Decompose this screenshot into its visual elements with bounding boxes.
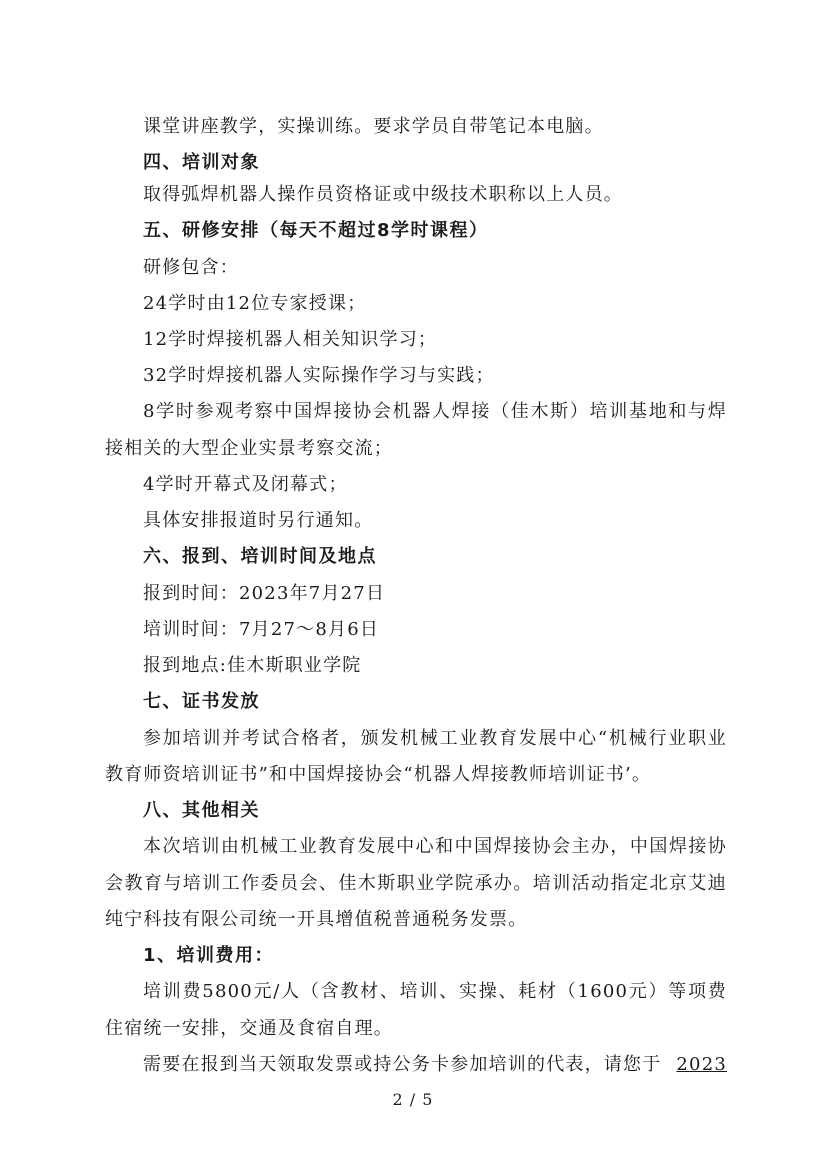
registration-date: 报到时间：2023年7月27日 xyxy=(143,583,386,604)
paragraph-fee-line-2: 住宿统一安排，交通及食宿自理。 xyxy=(105,1018,393,1039)
list-item-knowledge-study: 12学时焊接机器人相关知识学习； xyxy=(143,329,438,350)
section-heading-study-arrangement: 五、研修安排（每天不超过8学时课程） xyxy=(143,220,489,241)
subheading-training-fee: 1、培训费用： xyxy=(143,945,275,966)
list-item-site-visit-line-1: 8学时参观考察中国焊接协会机器人焊接（佳木斯）培训基地和与焊 xyxy=(143,401,727,422)
paragraph-certificate-line-2: 教育师资培训证书”和中国焊接协会“机器人焊接教师培训证书’。 xyxy=(105,764,652,785)
paragraph-fee-line-1: 培训费5800元/人（含教材、培训、实操、耗材（1600元）等项费 xyxy=(143,981,727,1002)
paragraph-certificate-line-1: 参加培训并考试合格者，颁发机械工业教育发展中心“机械行业职业 xyxy=(143,728,727,749)
paragraph-organizers-line-2: 会教育与培训工作委员会、佳木斯职业学院承办。培训活动指定北京艾迪 xyxy=(105,873,727,894)
list-item-practical-operation: 32学时焊接机器人实际操作学习与实践； xyxy=(143,365,495,386)
list-item-expert-lectures: 24学时由12位专家授课； xyxy=(143,293,367,314)
paragraph-training-target: 取得弧焊机器人操作员资格证或中级技术职称以上人员。 xyxy=(143,184,623,205)
section-heading-certificate: 七、证书发放 xyxy=(143,691,260,712)
page-number: 2 / 5 xyxy=(392,1090,434,1109)
registration-location: 报到地点:佳木斯职业学院 xyxy=(143,655,362,676)
section-heading-training-target: 四、培训对象 xyxy=(143,152,260,173)
section-heading-time-location: 六、报到、培训时间及地点 xyxy=(143,546,377,567)
training-dates: 培训时间：7月27～8月6日 xyxy=(143,619,380,640)
paragraph-organizers-line-3: 纯宁科技有限公司统一开具增值税普通税务发票。 xyxy=(105,909,528,930)
invoice-year-underlined: 2023 xyxy=(676,1054,727,1075)
section-heading-other: 八、其他相关 xyxy=(143,800,260,821)
list-item-site-visit-line-2: 接相关的大型企业实景考察交流； xyxy=(105,438,393,459)
paragraph-teaching-method: 课堂讲座教学，实操训练。要求学员自带笔记本电脑。 xyxy=(143,116,604,137)
paragraph-study-includes: 研修包含： xyxy=(143,257,239,278)
invoice-text: 需要在报到当天领取发票或持公务卡参加培训的代表，请您于 xyxy=(143,1054,662,1075)
list-item-ceremonies: 4学时开幕式及闭幕式； xyxy=(143,474,348,495)
paragraph-invoice-line-1 xyxy=(143,1053,727,1077)
paragraph-organizers-line-1: 本次培训由机械工业教育发展中心和中国焊接协会主办，中国焊接协 xyxy=(143,836,727,857)
paragraph-arrangement-notice: 具体安排报道时另行通知。 xyxy=(143,510,374,531)
